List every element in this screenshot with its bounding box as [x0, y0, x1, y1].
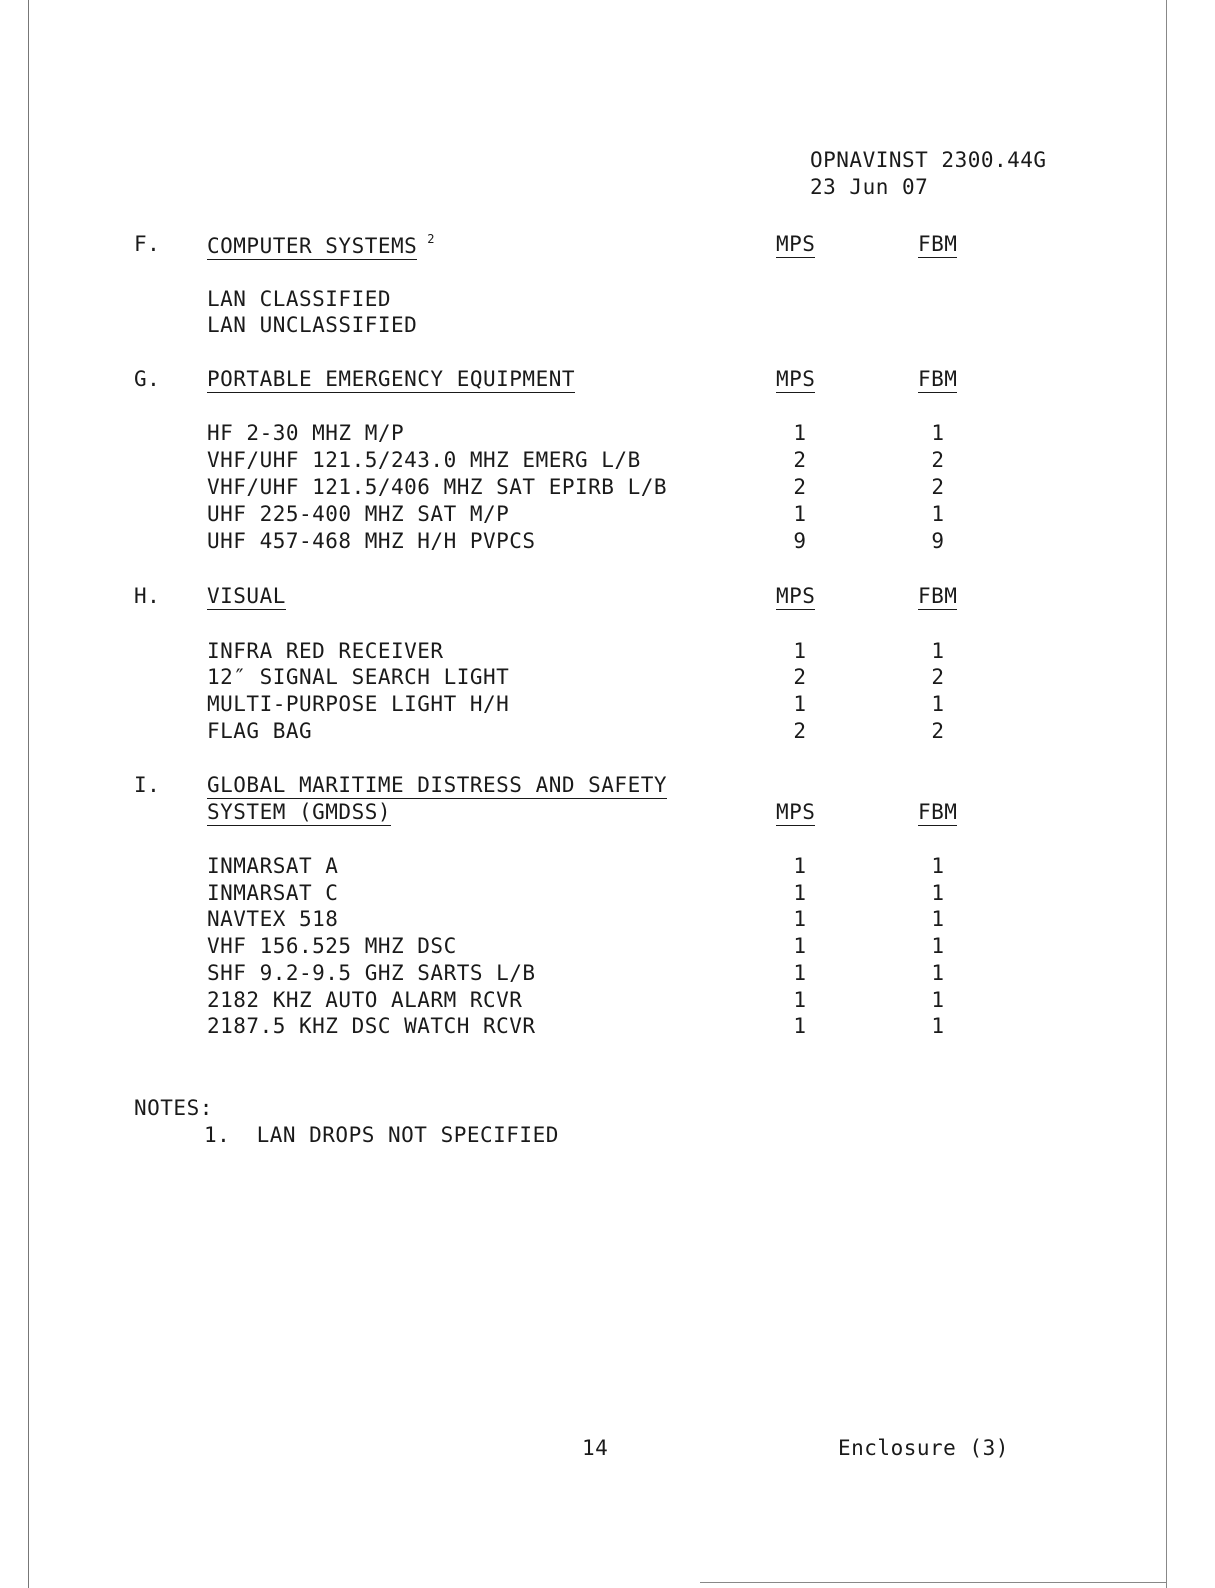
mps-count: 2: [793, 719, 807, 743]
column-header-mps: MPS: [776, 800, 816, 824]
doc-id: OPNAVINST 2300.44G: [810, 148, 1047, 172]
fbm-count: 9: [931, 529, 945, 553]
fbm-count: 1: [931, 988, 945, 1012]
section-title-f: [207, 232, 435, 258]
list-item: MULTI-PURPOSE LIGHT H/H: [207, 692, 510, 716]
list-item: HF 2-30 MHZ M/P: [207, 421, 405, 445]
list-item: VHF 156.525 MHZ DSC: [207, 934, 457, 958]
column-header-mps: MPS: [776, 232, 816, 256]
column-header-mps: MPS: [776, 367, 816, 391]
footnote-marker: 2: [427, 232, 436, 246]
list-item: INMARSAT A: [207, 854, 339, 878]
section-title-text: COMPUTER SYSTEMS: [207, 234, 418, 258]
mps-count: 9: [793, 529, 807, 553]
list-item: 12″ SIGNAL SEARCH LIGHT: [207, 665, 510, 689]
list-item: INFRA RED RECEIVER: [207, 639, 444, 663]
mps-count: 2: [793, 448, 807, 472]
fbm-count: 1: [931, 934, 945, 958]
notes-label: NOTES:: [134, 1096, 213, 1120]
list-item: FLAG BAG: [207, 719, 313, 743]
section-letter-f: F.: [134, 232, 161, 256]
doc-date: 23 Jun 07: [810, 175, 929, 199]
list-item: LAN CLASSIFIED: [207, 287, 392, 311]
list-item: 2187.5 KHZ DSC WATCH RCVR: [207, 1014, 536, 1038]
column-header-fbm: FBM: [918, 367, 958, 391]
mps-count: 1: [793, 502, 807, 526]
list-item: VHF/UHF 121.5/243.0 MHZ EMERG L/B: [207, 448, 641, 472]
note-item: 1. LAN DROPS NOT SPECIFIED: [204, 1123, 559, 1147]
mps-count: 2: [793, 665, 807, 689]
mps-count: 1: [793, 692, 807, 716]
list-item: 2182 KHZ AUTO ALARM RCVR: [207, 988, 523, 1012]
mps-count: 1: [793, 421, 807, 445]
list-item: INMARSAT C: [207, 881, 339, 905]
column-header-fbm: FBM: [918, 800, 958, 824]
fbm-count: 2: [931, 665, 945, 689]
fbm-count: 1: [931, 1014, 945, 1038]
page-number: 14: [582, 1436, 609, 1460]
section-title-i-line1: GLOBAL MARITIME DISTRESS AND SAFETY: [207, 773, 668, 797]
section-letter-g: G.: [134, 367, 161, 391]
section-title-h: VISUAL: [207, 584, 286, 608]
fbm-count: 1: [931, 421, 945, 445]
fbm-count: 1: [931, 692, 945, 716]
mps-count: 1: [793, 907, 807, 931]
mps-count: 1: [793, 988, 807, 1012]
mps-count: 1: [793, 881, 807, 905]
enclosure-label: Enclosure (3): [838, 1436, 1009, 1460]
fbm-count: 1: [931, 502, 945, 526]
fbm-count: 2: [931, 448, 945, 472]
list-item: UHF 225-400 MHZ SAT M/P: [207, 502, 510, 526]
mps-count: 2: [793, 475, 807, 499]
fbm-count: 2: [931, 719, 945, 743]
page-scan-edge-left: [28, 0, 29, 1588]
list-item: SHF 9.2-9.5 GHZ SARTS L/B: [207, 961, 536, 985]
column-header-fbm: FBM: [918, 584, 958, 608]
column-header-mps: MPS: [776, 584, 816, 608]
section-letter-i: I.: [134, 773, 161, 797]
fbm-count: 1: [931, 881, 945, 905]
page-scan-edge-bottom: [700, 1582, 1166, 1583]
column-header-fbm: FBM: [918, 232, 958, 256]
fbm-count: 1: [931, 907, 945, 931]
mps-count: 1: [793, 961, 807, 985]
section-letter-h: H.: [134, 584, 161, 608]
fbm-count: 1: [931, 639, 945, 663]
mps-count: 1: [793, 1014, 807, 1038]
fbm-count: 2: [931, 475, 945, 499]
list-item: LAN UNCLASSIFIED: [207, 313, 418, 337]
mps-count: 1: [793, 854, 807, 878]
page-scan-edge-right: [1166, 0, 1167, 1588]
section-title-i-line2: SYSTEM (GMDSS): [207, 800, 392, 824]
list-item: NAVTEX 518: [207, 907, 339, 931]
mps-count: 1: [793, 639, 807, 663]
list-item: UHF 457-468 MHZ H/H PVPCS: [207, 529, 536, 553]
section-title-g: PORTABLE EMERGENCY EQUIPMENT: [207, 367, 576, 391]
fbm-count: 1: [931, 854, 945, 878]
mps-count: 1: [793, 934, 807, 958]
fbm-count: 1: [931, 961, 945, 985]
list-item: VHF/UHF 121.5/406 MHZ SAT EPIRB L/B: [207, 475, 668, 499]
